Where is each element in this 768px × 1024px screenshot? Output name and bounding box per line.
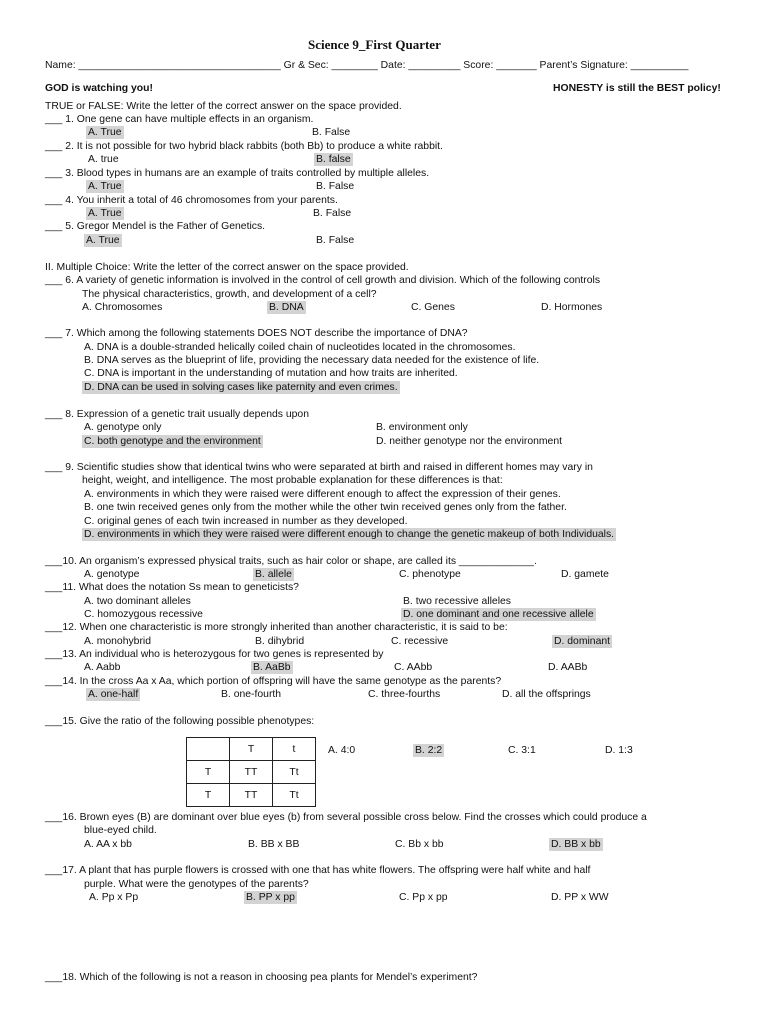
part2-instructions: II. Multiple Choice: Write the letter of the correct answer on the space provided. — [45, 262, 409, 273]
q13-option-a: A. Aabb — [84, 662, 121, 673]
q11-option-a: A. two dominant alleles — [84, 596, 191, 607]
q7-option-b: B. DNA serves as the blueprint of life, providing the necessary data needed for the existence of life. — [84, 355, 540, 366]
question-8: ___ 8. Expression of a genetic trait usually depends upon — [45, 409, 309, 420]
question-6-cont: The physical characteristics, growth, and development of a cell? — [82, 289, 377, 300]
question-5: ___ 5. Gregor Mendel is the Father of Genetics. — [45, 221, 266, 232]
q9-option-d: D. environments in which they were raised were different enough to change the genetic makeup of both Individuals. — [84, 529, 615, 540]
q8-option-d: D. neither genotype nor the environment — [376, 436, 562, 447]
q15-option-c: C. 3:1 — [508, 745, 536, 756]
q6-option-c: C. Genes — [411, 302, 455, 313]
q2-option-b: B. false — [316, 154, 351, 165]
motto-right: HONESTY is still the BEST policy! — [553, 83, 721, 94]
q9-option-b: B. one twin received genes only from the mother while the other twin received genes only from the father. — [84, 502, 567, 513]
q13-option-c: C. AAbb — [394, 662, 433, 673]
question-16-cont: blue-eyed child. — [84, 825, 157, 836]
q11-option-d: D. one dominant and one recessive allele — [403, 609, 594, 620]
page-title: Science 9_First Quarter — [308, 37, 441, 52]
question-17: ___17. A plant that has purple flowers is crossed with one that has white flowers. The offspring were half white and half — [45, 865, 591, 876]
q10-option-a: A. genotype — [84, 569, 140, 580]
question-10: ___10. An organism’s expressed physical traits, such as hair color or shape, are called its _____________. — [45, 556, 537, 567]
punnett-cell: T — [187, 784, 230, 807]
punnett-cell: T — [187, 761, 230, 784]
q13-option-d: D. AABb — [548, 662, 588, 673]
q9-option-a: A. environments in which they were raised were different enough to affect the expression of their genes. — [84, 489, 561, 500]
question-14: ___14. In the cross Aa x Aa, which portion of offspring will have the same genotype as the parents? — [45, 676, 502, 687]
q12-option-c: C. recessive — [391, 636, 449, 647]
q6-option-a: A. Chromosomes — [82, 302, 163, 313]
punnett-cell: T — [230, 738, 273, 761]
q15-option-b: B. 2:2 — [415, 745, 443, 756]
punnett-cell: t — [273, 738, 316, 761]
q7-option-d: D. DNA can be used in solving cases like paternity and even crimes. — [84, 382, 398, 393]
question-16: ___16. Brown eyes (B) are dominant over blue eyes (b) from several possible cross below. Find the crosses which could produce a — [45, 812, 647, 823]
q16-option-a: A. AA x bb — [84, 839, 132, 850]
q3-option-a: A. True — [88, 181, 122, 192]
q12-option-d: D. dominant — [554, 636, 611, 647]
q12-option-a: A. monohybrid — [84, 636, 151, 647]
question-4: ___ 4. You inherit a total of 46 chromosomes from your parents. — [45, 195, 338, 206]
q11-option-c: C. homozygous recessive — [84, 609, 203, 620]
punnett-square — [186, 737, 316, 807]
question-17-cont: purple. What were the genotypes of the parents? — [84, 879, 309, 890]
question-1: ___ 1. One gene can have multiple effects in an organism. — [45, 114, 314, 125]
q8-option-a: A. genotype only — [84, 422, 162, 433]
question-9: ___ 9. Scientific studies show that identical twins who were separated at birth and raised in different homes may vary in — [45, 462, 593, 473]
q9-option-c: C. original genes of each twin increased in number as they developed. — [84, 516, 408, 527]
q17-option-b: B. PP x pp — [246, 892, 295, 903]
question-12: ___12. When one characteristic is more strongly inherited than another characteristic, it is said to be: — [45, 622, 508, 633]
q5-option-b: B. False — [316, 235, 355, 246]
punnett-cell: TT — [230, 784, 273, 807]
q17-option-d: D. PP x WW — [551, 892, 609, 903]
q12-option-b: B. dihybrid — [255, 636, 305, 647]
q13-option-b: B. AaBb — [253, 662, 291, 673]
q11-option-b: B. two recessive alleles — [403, 596, 511, 607]
q15-option-d: D. 1:3 — [605, 745, 633, 756]
punnett-cell — [187, 738, 230, 761]
q7-option-a: A. DNA is a double-stranded helically coiled chain of nucleotides located in the chromosomes. — [84, 342, 516, 353]
punnett-cell: TT — [230, 761, 273, 784]
question-11: ___11. What does the notation Ss mean to geneticists? — [45, 582, 299, 593]
q16-option-c: C. Bb x bb — [395, 839, 444, 850]
q10-option-c: C. phenotype — [399, 569, 461, 580]
q14-option-b: B. one-fourth — [221, 689, 282, 700]
question-3: ___ 3. Blood types in humans are an example of traits controlled by multiple alleles. — [45, 168, 430, 179]
q14-option-c: C. three-fourths — [368, 689, 441, 700]
q8-option-c: C. both genotype and the environment — [84, 436, 261, 447]
q4-option-b: B. False — [313, 208, 352, 219]
q4-option-a: A. True — [88, 208, 122, 219]
q2-option-a: A. true — [88, 154, 119, 165]
q17-option-a: A. Pp x Pp — [89, 892, 139, 903]
q6-option-d: D. Hormones — [541, 302, 603, 313]
q1-option-b: B. False — [312, 127, 351, 138]
question-15: ___15. Give the ratio of the following possible phenotypes: — [45, 716, 315, 727]
q1-option-a: A. True — [88, 127, 122, 138]
punnett-cell: Tt — [273, 784, 316, 807]
part1-instructions: TRUE or FALSE: Write the letter of the correct answer on the space provided. — [45, 101, 402, 112]
q6-option-b: B. DNA — [269, 302, 304, 313]
motto-left: GOD is watching you! — [45, 83, 153, 94]
q3-option-b: B. False — [316, 181, 355, 192]
q5-option-a: A. True — [86, 235, 120, 246]
punnett-cell: Tt — [273, 761, 316, 784]
q10-option-d: D. gamete — [561, 569, 609, 580]
question-2: ___ 2. It is not possible for two hybrid black rabbits (both Bb) to produce a white rabbit. — [45, 141, 443, 152]
question-9-cont: height, weight, and intelligence. The most probable explanation for these differences is that: — [82, 475, 503, 486]
q16-option-d: D. BB x bb — [551, 839, 601, 850]
question-6: ___ 6. A variety of genetic information is involved in the control of cell growth and division. Which of the following controls — [45, 275, 601, 286]
student-info-line: Name: ___________________________________ Gr & Sec: ________ Date: _________ Score: _______ Parent’s Signature: __________ — [45, 60, 689, 71]
q10-option-b: B. allele — [255, 569, 292, 580]
q8-option-b: B. environment only — [376, 422, 468, 433]
question-13: ___13. An individual who is heterozygous for two genes is represented by — [45, 649, 384, 660]
q17-option-c: C. Pp x pp — [399, 892, 448, 903]
question-7: ___ 7. Which among the following statements DOES NOT describe the importance of DNA? — [45, 328, 468, 339]
q15-option-a: A. 4:0 — [328, 745, 356, 756]
question-18: ___18. Which of the following is not a reason in choosing pea plants for Mendel’s experiment? — [45, 972, 478, 983]
q16-option-b: B. BB x BB — [248, 839, 300, 850]
q14-option-a: A. one-half — [88, 689, 139, 700]
q7-option-c: C. DNA is important in the understanding of mutation and how traits are inherited. — [84, 368, 458, 379]
q14-option-d: D. all the offsprings — [502, 689, 591, 700]
